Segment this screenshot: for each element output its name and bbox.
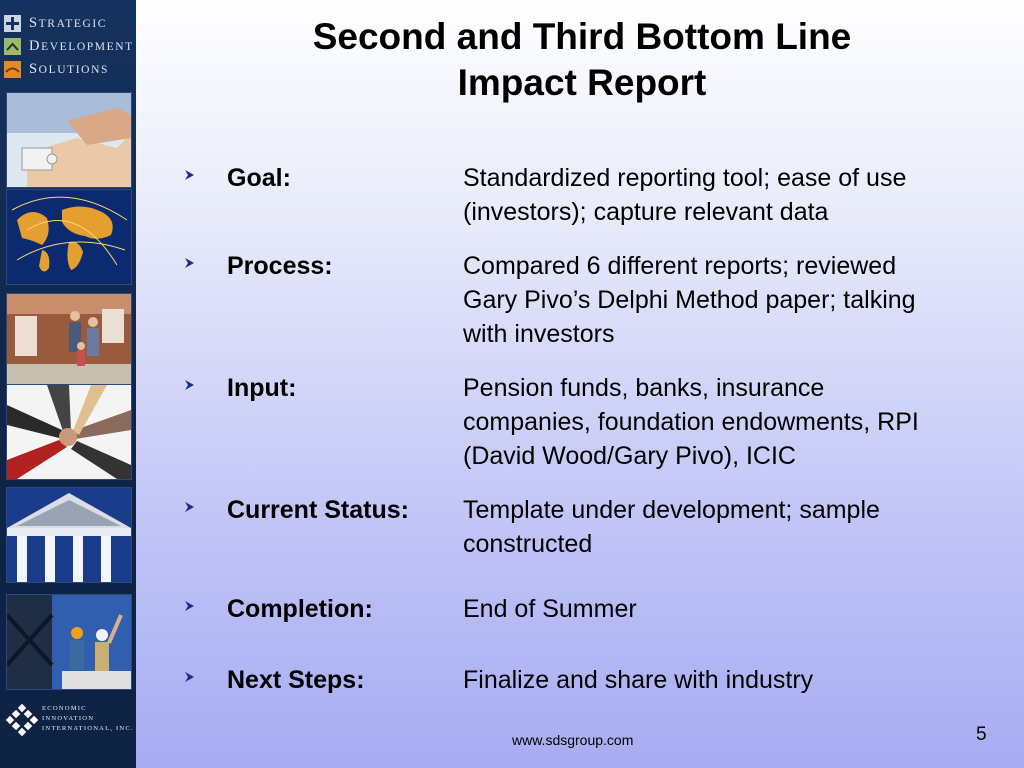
item-label: Completion: xyxy=(227,595,373,623)
bridge-icon xyxy=(4,61,21,78)
construction-workers-photo xyxy=(6,594,132,690)
brand-row-strategic xyxy=(4,12,136,35)
arrow-bullet-icon xyxy=(184,169,196,181)
sidebar xyxy=(0,0,136,768)
item-label: Next Steps: xyxy=(227,666,365,694)
item-label: Current Status: xyxy=(227,496,409,524)
arrow-bullet-icon xyxy=(184,379,196,391)
building-columns-photo xyxy=(6,487,132,583)
arrow-bullet-icon xyxy=(184,600,196,612)
diamond-pattern-icon xyxy=(6,704,38,736)
slide-title: Second and Third Bottom Line Impact Report xyxy=(312,16,852,103)
item-description: Pension funds, banks, insurance companies, foundation endowments, RPI (David Wood/Gary Pivo), ICIC xyxy=(463,374,919,470)
economic-innovation-logo xyxy=(6,704,134,736)
item-label: Input: xyxy=(227,374,297,402)
item-description: Compared 6 different reports; reviewed Gary Pivo’s Delphi Method paper; talking with investors xyxy=(463,252,916,348)
page-number: 5 xyxy=(976,724,987,745)
world-network-photo xyxy=(6,189,132,285)
brand-logo xyxy=(4,12,136,81)
item-label: Process: xyxy=(227,252,333,280)
brand-text-strategic: STRATEGIC xyxy=(29,15,108,31)
footer-url: www.sdsgroup.com xyxy=(512,732,634,748)
economic-innovation-text: ECONOMIC INNOVATION INTERNATIONAL, INC. xyxy=(42,705,134,732)
item-description: Finalize and share with industry xyxy=(463,666,814,694)
item-description: Standardized reporting tool; ease of use (investors); capture relevant data xyxy=(463,164,907,226)
puzzle-hands-photo xyxy=(6,92,132,188)
arrow-bullet-icon xyxy=(184,501,196,513)
brand-text-solutions: SOLUTIONS xyxy=(29,61,109,77)
family-house-photo xyxy=(6,293,132,389)
plus-icon xyxy=(4,15,21,32)
item-description: End of Summer xyxy=(463,595,637,623)
chevron-up-icon xyxy=(4,38,21,55)
brand-row-development xyxy=(4,35,136,58)
item-label: Goal: xyxy=(227,164,291,192)
arrow-bullet-icon xyxy=(184,671,196,683)
brand-row-solutions xyxy=(4,58,136,81)
slide-content xyxy=(136,0,1024,768)
arrow-bullet-icon xyxy=(184,257,196,269)
hands-together-photo xyxy=(6,384,132,480)
brand-text-development: DEVELOPMENT xyxy=(29,38,134,54)
item-description: Template under development; sample constructed xyxy=(463,496,880,558)
